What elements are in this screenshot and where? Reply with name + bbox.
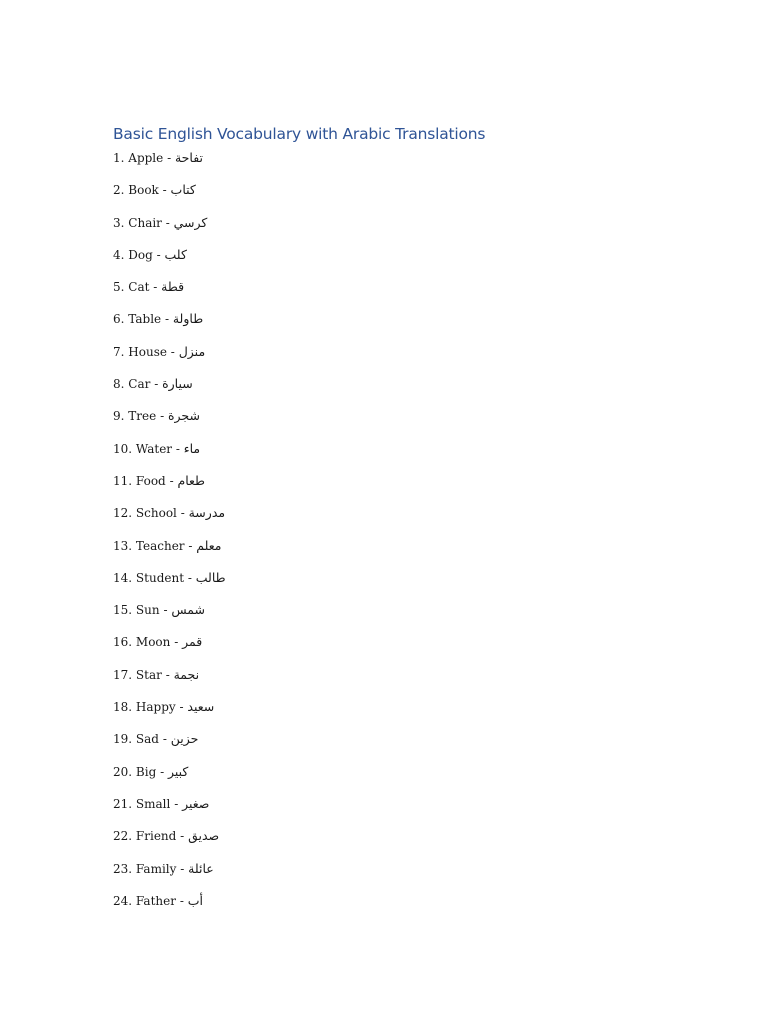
arabic-translation: معلم bbox=[196, 537, 222, 553]
english-word: Big bbox=[135, 764, 157, 779]
vocab-item bbox=[113, 601, 226, 633]
vocab-item bbox=[113, 569, 226, 601]
separator: - bbox=[160, 764, 165, 779]
item-number: 11. bbox=[113, 473, 133, 488]
english-word: Moon bbox=[135, 635, 171, 650]
arabic-translation: صغير bbox=[182, 795, 210, 811]
arabic-translation: نجمة bbox=[173, 666, 200, 682]
item-number: 24. bbox=[113, 893, 133, 908]
english-word: Happy bbox=[135, 700, 176, 715]
english-word: Water bbox=[135, 441, 173, 456]
english-word: Teacher bbox=[135, 538, 185, 553]
english-word: Student bbox=[135, 570, 185, 585]
vocab-item bbox=[113, 149, 226, 181]
item-number: 13. bbox=[113, 538, 133, 553]
arabic-translation: صديق bbox=[188, 828, 220, 844]
separator: - bbox=[188, 538, 193, 553]
arabic-translation: شمس bbox=[171, 602, 205, 618]
item-number: 9. bbox=[113, 409, 125, 424]
item-number: 6. bbox=[113, 312, 125, 327]
english-word: School bbox=[135, 506, 177, 521]
item-number: 20. bbox=[113, 764, 133, 779]
separator: - bbox=[174, 635, 179, 650]
vocab-item bbox=[113, 763, 226, 795]
vocab-item bbox=[113, 633, 226, 665]
separator: - bbox=[165, 215, 170, 230]
vocab-item bbox=[113, 472, 226, 504]
item-number: 12. bbox=[113, 506, 133, 521]
english-word: House bbox=[128, 344, 167, 359]
separator: - bbox=[179, 893, 184, 908]
item-number: 3. bbox=[113, 215, 125, 230]
arabic-translation: ماء bbox=[183, 440, 201, 456]
item-number: 1. bbox=[113, 151, 125, 165]
separator: - bbox=[154, 377, 159, 392]
separator: - bbox=[160, 409, 165, 424]
arabic-translation: شجرة bbox=[167, 408, 200, 424]
english-word: Table bbox=[128, 312, 162, 327]
vocab-item bbox=[113, 278, 226, 310]
vocab-item bbox=[113, 407, 226, 439]
vocab-item bbox=[113, 440, 226, 472]
english-word: Family bbox=[135, 861, 177, 876]
arabic-translation: طالب bbox=[195, 569, 226, 585]
separator: - bbox=[175, 441, 180, 456]
separator: - bbox=[180, 506, 185, 521]
vocab-item bbox=[113, 310, 226, 342]
vocab-item bbox=[113, 860, 226, 892]
english-word: Friend bbox=[135, 829, 177, 844]
english-word: Small bbox=[135, 796, 171, 811]
english-word: Book bbox=[128, 183, 159, 198]
separator: - bbox=[165, 667, 170, 682]
item-number: 10. bbox=[113, 441, 133, 456]
vocabulary-list bbox=[113, 149, 226, 924]
item-number: 19. bbox=[113, 732, 133, 747]
english-word: Star bbox=[135, 667, 162, 682]
separator: - bbox=[170, 344, 175, 359]
arabic-translation: عائلة bbox=[188, 860, 214, 876]
arabic-translation: قطة bbox=[161, 279, 185, 295]
arabic-translation: منزل bbox=[178, 343, 206, 359]
separator: - bbox=[164, 312, 170, 327]
separator: - bbox=[180, 829, 185, 844]
item-number: 22. bbox=[113, 829, 133, 844]
vocab-item bbox=[113, 730, 226, 762]
arabic-translation: طاولة bbox=[172, 311, 204, 327]
separator: - bbox=[156, 247, 161, 262]
separator: - bbox=[163, 603, 168, 618]
vocab-item bbox=[113, 666, 226, 698]
vocab-item bbox=[113, 698, 226, 730]
arabic-translation: سعيد bbox=[187, 699, 215, 715]
vocab-item bbox=[113, 246, 226, 278]
item-number: 23. bbox=[113, 861, 133, 876]
vocab-item bbox=[113, 375, 226, 407]
english-word: Tree bbox=[128, 409, 157, 424]
separator: - bbox=[187, 570, 192, 585]
english-word: Chair bbox=[128, 215, 162, 230]
arabic-translation: طعام bbox=[177, 472, 205, 488]
separator: - bbox=[162, 183, 167, 198]
separator: - bbox=[169, 473, 174, 488]
item-number: 16. bbox=[113, 635, 133, 650]
item-number: 4. bbox=[113, 247, 125, 262]
item-number: 17. bbox=[113, 667, 133, 682]
english-word: Sad bbox=[135, 732, 159, 747]
item-number: 8. bbox=[113, 377, 125, 392]
english-word: Sun bbox=[135, 603, 160, 618]
english-word: Apple bbox=[128, 151, 164, 165]
arabic-translation: مدرسة bbox=[188, 505, 226, 521]
arabic-translation: سيارة bbox=[162, 376, 193, 392]
item-number: 5. bbox=[113, 280, 125, 295]
english-word: Dog bbox=[128, 247, 153, 262]
separator: - bbox=[179, 700, 184, 715]
arabic-translation: كرسي bbox=[173, 214, 208, 230]
arabic-translation: تفاحة bbox=[174, 150, 204, 165]
arabic-translation: كلب bbox=[164, 246, 187, 262]
vocab-item bbox=[113, 343, 226, 375]
vocab-item bbox=[113, 504, 226, 536]
vocab-item bbox=[113, 181, 226, 213]
item-number: 7. bbox=[113, 344, 125, 359]
vocab-item bbox=[113, 537, 226, 569]
arabic-translation: كبير bbox=[167, 763, 189, 779]
item-number: 14. bbox=[113, 570, 133, 585]
english-word: Father bbox=[135, 893, 176, 908]
arabic-translation: كتاب bbox=[170, 182, 196, 198]
english-word: Food bbox=[135, 473, 166, 488]
separator: - bbox=[174, 796, 179, 811]
separator: - bbox=[167, 151, 172, 165]
vocab-item bbox=[113, 892, 226, 924]
english-word: Cat bbox=[128, 280, 150, 295]
arabic-translation: أب bbox=[187, 892, 203, 908]
item-number: 2. bbox=[113, 183, 125, 198]
separator: - bbox=[180, 861, 185, 876]
document-title: Basic English Vocabulary with Arabic Translations bbox=[113, 125, 486, 143]
arabic-translation: قمر bbox=[182, 634, 203, 650]
english-word: Car bbox=[128, 377, 151, 392]
arabic-translation: حزين bbox=[170, 731, 199, 747]
separator: - bbox=[153, 280, 158, 295]
item-number: 15. bbox=[113, 603, 133, 618]
vocab-item bbox=[113, 795, 226, 827]
item-number: 18. bbox=[113, 700, 133, 715]
item-number: 21. bbox=[113, 796, 133, 811]
vocab-item bbox=[113, 214, 226, 246]
separator: - bbox=[162, 732, 167, 747]
vocab-item bbox=[113, 827, 226, 859]
